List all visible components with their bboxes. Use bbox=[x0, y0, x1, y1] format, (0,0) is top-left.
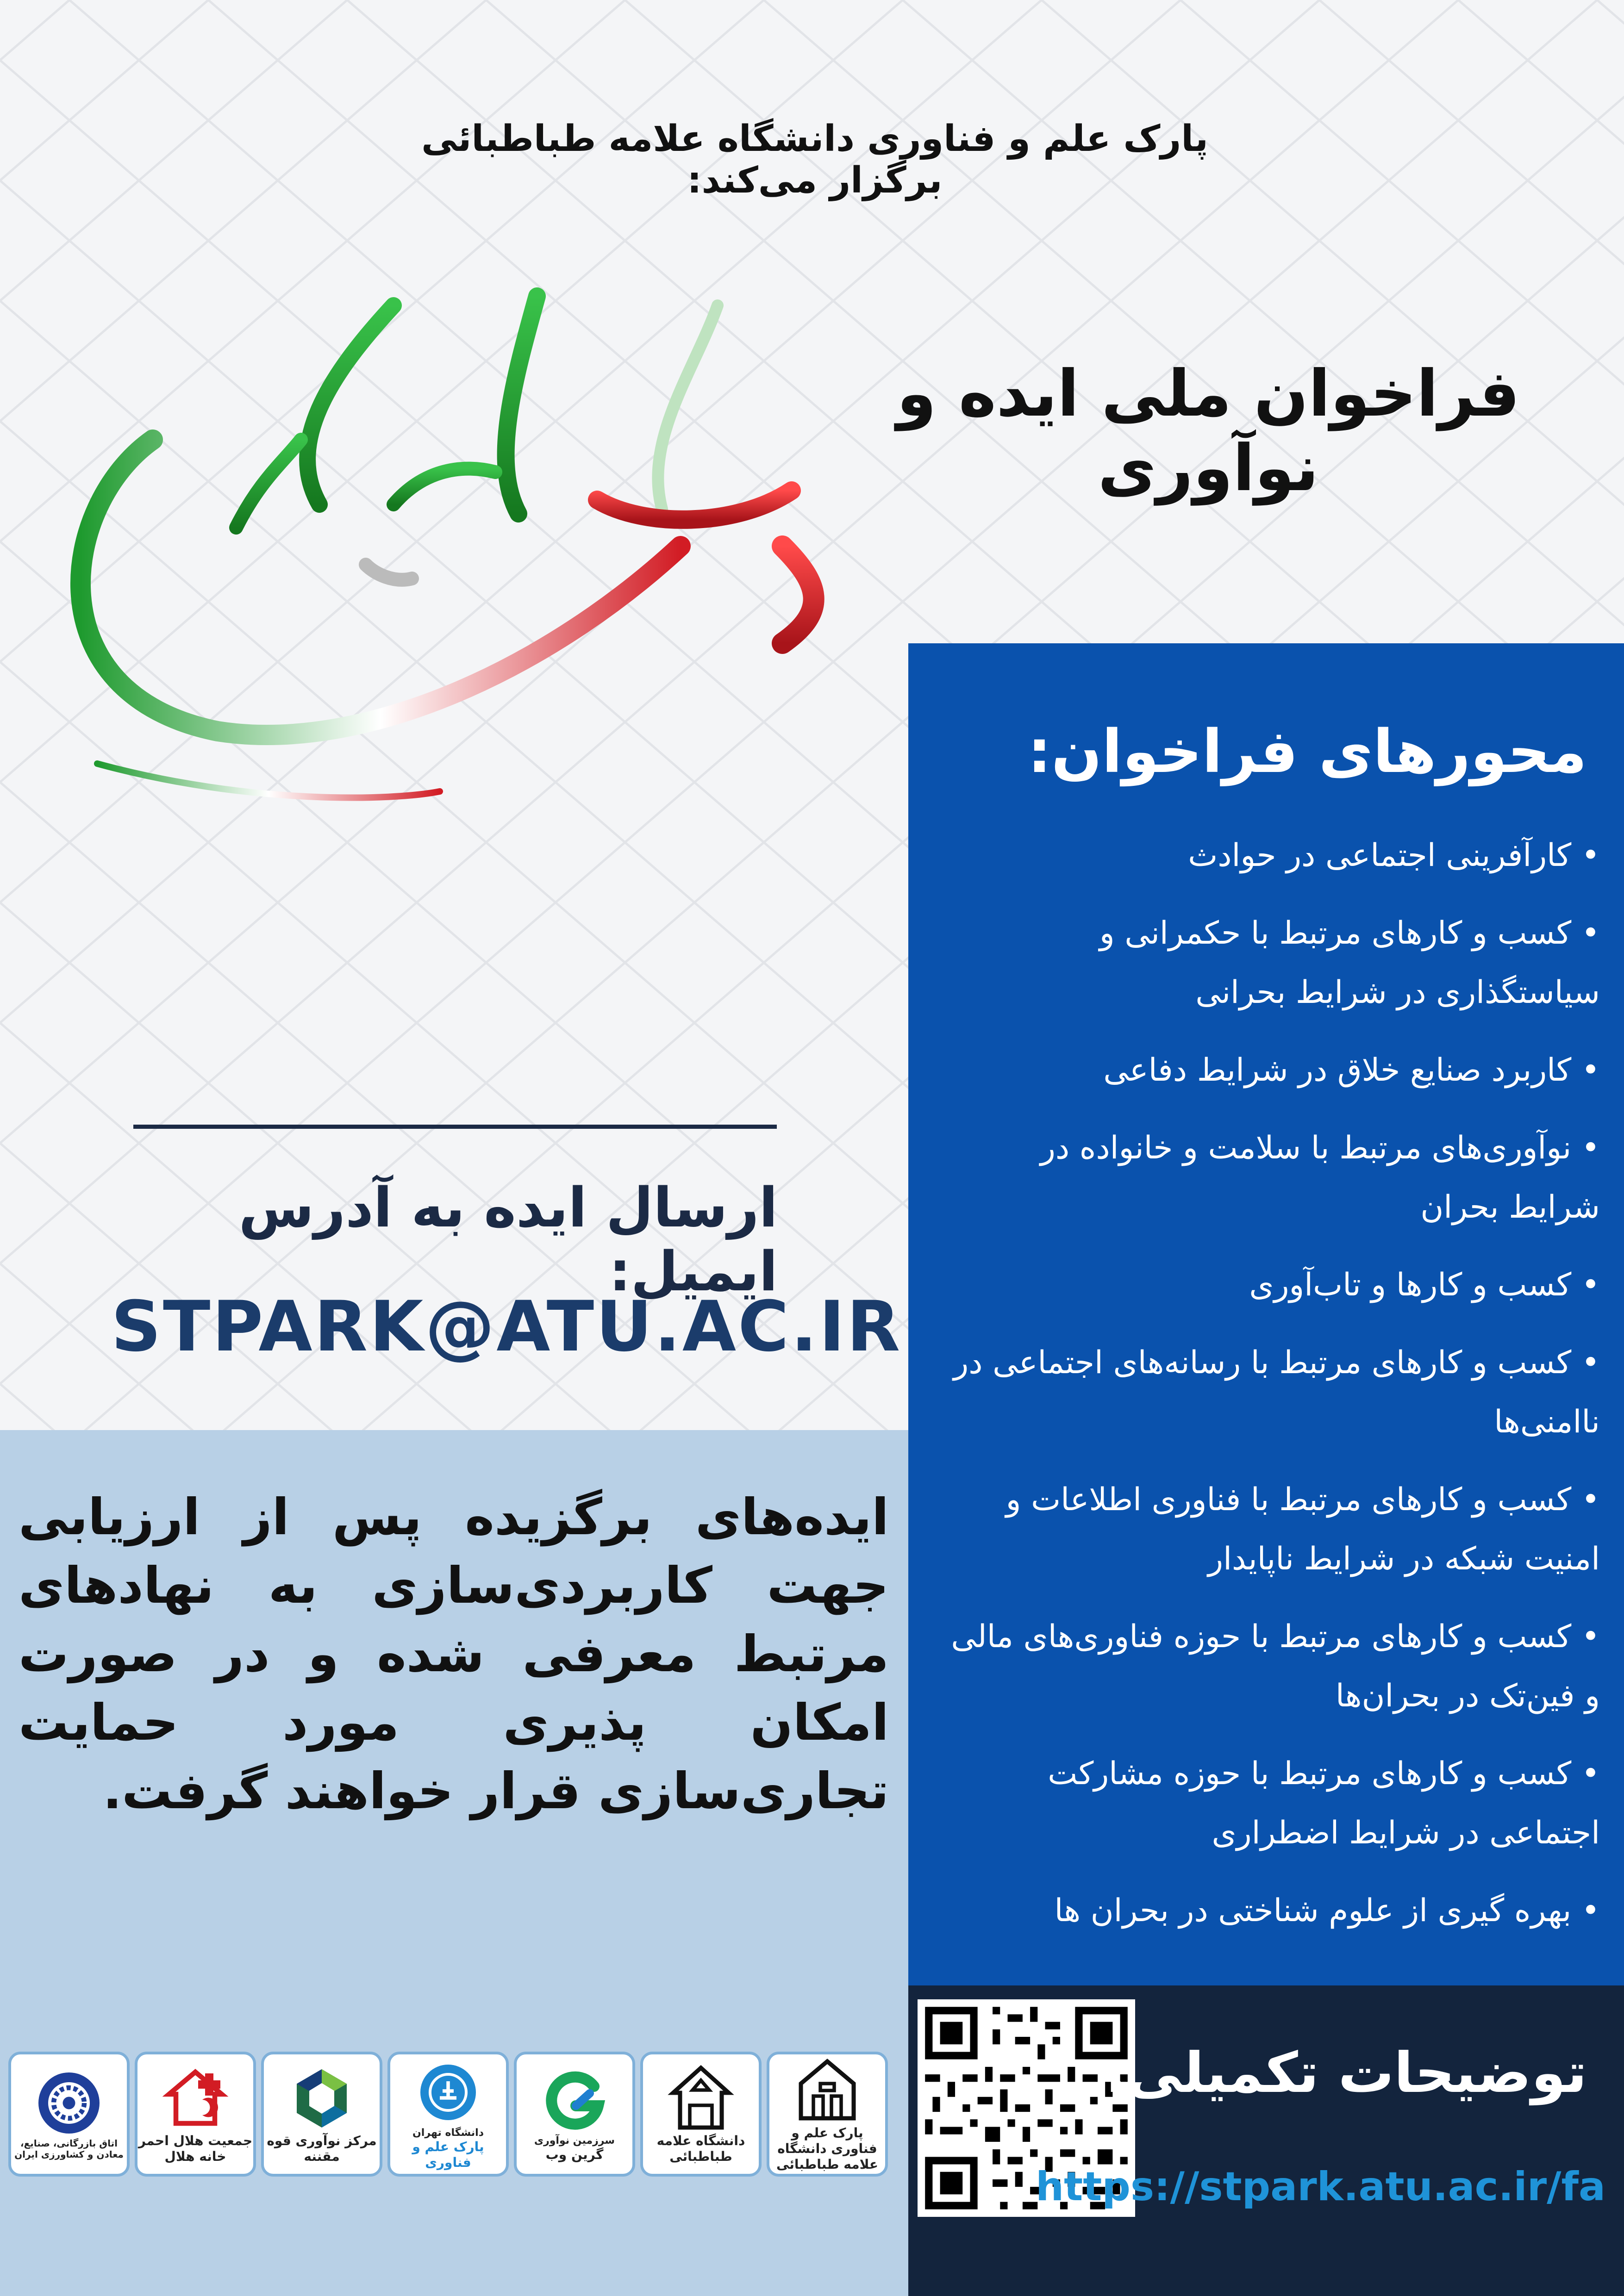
section-divider bbox=[133, 1125, 777, 1129]
more-info-title: توضیحات تکمیلی: bbox=[1105, 2041, 1587, 2105]
more-info-link[interactable]: https://stpark.atu.ac.ir/fa bbox=[1035, 2164, 1605, 2210]
calligraphy-for-iran bbox=[42, 287, 898, 833]
more-info-panel bbox=[908, 1985, 1624, 2296]
logo-label: اتاق بازرگانی، صنایع، معادن و کشاورزی ایران bbox=[14, 2138, 124, 2160]
call-title: فراخوان ملی ایده و نوآوری bbox=[896, 356, 1520, 505]
logo-label: پارک علم و فناوری bbox=[412, 2139, 484, 2170]
logo-label: مرکز نوآوری قوه مقننه bbox=[267, 2133, 377, 2164]
logo-stpark-atu bbox=[767, 2052, 888, 2177]
contact-email[interactable]: STPARK@ATU.AC.IR bbox=[111, 1287, 902, 1367]
logo-innovation-center bbox=[261, 2052, 382, 2177]
logo-ut-park bbox=[387, 2052, 509, 2177]
topics-panel bbox=[908, 643, 1624, 1985]
building-icon bbox=[793, 2056, 862, 2125]
organizer-text: پارک علم و فناوری دانشگاه علامه طباطبائی برگزار می‌کند: bbox=[421, 118, 1208, 201]
topic-item: • بهره گیری از علوم شناختی در بحران ها bbox=[943, 1881, 1600, 1941]
topic-item: • کسب و کارهای مرتبط با حکمرانی و سیاستگذاری در شرایط بحرانی bbox=[943, 904, 1600, 1022]
logo-greenweb bbox=[514, 2052, 635, 2177]
logo-sublabel: دانشگاه تهران bbox=[412, 2127, 484, 2139]
logo-red-crescent bbox=[135, 2052, 256, 2177]
hexagon-emblem-icon bbox=[287, 2064, 356, 2133]
red-crescent-icon bbox=[161, 2064, 230, 2133]
ut-emblem-icon bbox=[413, 2058, 483, 2127]
logo-sublabel: سرزمین نوآوری bbox=[534, 2135, 615, 2147]
topic-item: • کسب و کارهای مرتبط با فناوری اطلاعات و امنیت شبکه در شرایط ناپایدار bbox=[943, 1470, 1600, 1589]
topics-list bbox=[943, 826, 1600, 1959]
greenweb-g-icon bbox=[540, 2066, 609, 2135]
logo-label: جمعیت هلال احمر خانه هلال bbox=[138, 2133, 253, 2164]
logo-atu bbox=[640, 2052, 762, 2177]
logo-iccima bbox=[8, 2052, 130, 2177]
topic-item: • نوآوری‌های مرتبط با سلامت و خانواده در شرایط بحران bbox=[943, 1119, 1600, 1237]
logo-label: پارک علم و فناوری دانشگاه علامه طباطبائی bbox=[776, 2125, 878, 2172]
send-idea-label: ارسال ایده به آدرس ایمیل: bbox=[238, 1176, 778, 1303]
topic-item: • کسب و کارها و تاب‌آوری bbox=[943, 1256, 1600, 1315]
university-emblem-icon bbox=[666, 2064, 736, 2133]
topic-item: • کارآفرینی اجتماعی در حوادث bbox=[943, 826, 1600, 885]
topic-item: • کاربرد صنایع خلاق در شرایط دفاعی bbox=[943, 1041, 1600, 1100]
topic-item: • کسب و کارهای مرتبط با حوزه فناوری‌های مالی و فین‌تک در بحران‌ها bbox=[943, 1607, 1600, 1726]
chamber-emblem-icon bbox=[34, 2068, 104, 2138]
topic-item: • کسب و کارهای مرتبط با حوزه مشارکت اجتماعی در شرایط اضطراری bbox=[943, 1744, 1600, 1863]
logo-label: دانشگاه علامه طباطبائی bbox=[656, 2133, 745, 2164]
logo-label: گرین وب bbox=[545, 2147, 604, 2162]
topics-title: محورهای فراخوان: bbox=[1027, 717, 1587, 786]
description-text: ایده‌های برگزیده پس از ارزیابی جهت کاربردی‌سازی به نهادهای مرتبط معرفی شده و در صورت امکان پذیری مورد حمایت تجاری‌سازی قرار خواهند گرفت. bbox=[19, 1488, 889, 1820]
partner-logos bbox=[8, 2052, 888, 2186]
topic-item: • کسب و کارهای مرتبط با رسانه‌های اجتماعی در ناامنی‌ها bbox=[943, 1333, 1600, 1452]
